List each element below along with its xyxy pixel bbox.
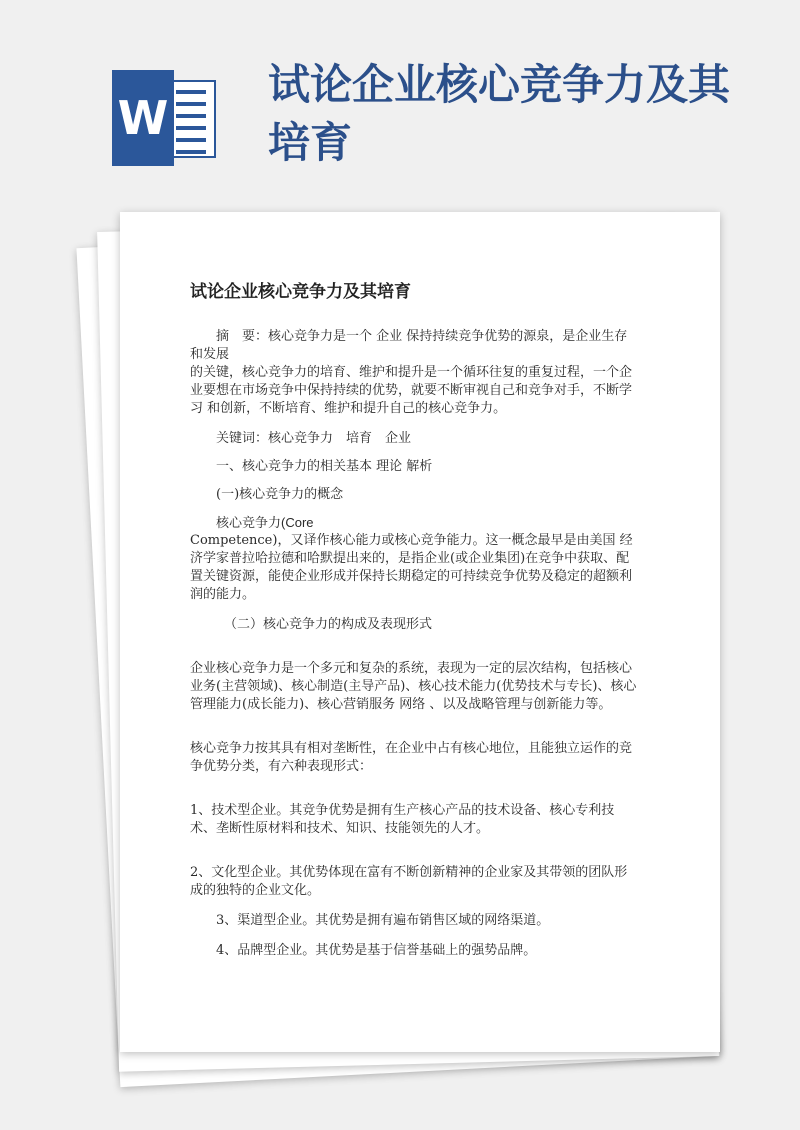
- banner-title: 试论企业核心竞争力及其培育: [268, 60, 731, 167]
- keywords: 关键词：核心竞争力 培育 企业: [216, 431, 412, 446]
- paragraph-1b: Competence)，又译作核心能力或核心竞争能力。这一概念最早是由美国 经济学家普拉哈拉德和哈默提出来的，是指企业(或企业集团)在竞争中获取、配置关键资源，能使企业形成并保持长期稳定的可持续竞争优势及稳定的超额利润的能力。: [190, 533, 633, 602]
- paragraph-2: 企业核心竞争力是一个多元和复杂的系统，表现为一定的层次结构，包括核心业务(主营领域)、核心制造(主导产品)、核心技术能力(优势技术与专长)、核心管理能力(成长能力)、核心营销服务 网络 、以及战略管理与创新能力等。: [190, 661, 637, 712]
- subsection-heading-1: (一)核心竞争力的概念: [216, 487, 344, 502]
- word-icon: [112, 70, 216, 166]
- word-icon-letter: W: [112, 70, 174, 166]
- document-title: 试论企业核心竞争力及其培育: [190, 282, 411, 302]
- subsection-heading-2: （二）核心竞争力的构成及表现形式: [224, 617, 433, 632]
- abstract-body: 的关键，核心竞争力的培育、维护和提升是一个循环往复的重复过程，一个企业要想在市场竞争中保持持续的优势，就要不断审视自己和竞争对手，不断学习 和创新，不断培育、维护和提升自己的核心竞争力。: [190, 365, 633, 416]
- paragraph-1a: 核心竞争力(Core: [216, 515, 314, 530]
- list-item-4: 4、品牌型企业。其优势是基于信誉基础上的强势品牌。: [216, 943, 537, 958]
- paragraph-3: 核心竞争力按其具有相对垄断性，在企业中占有核心地位，且能独立运作的竞争优势分类，有六种表现形式：: [190, 741, 633, 774]
- list-item-3: 3、渠道型企业。其优势是拥有遍布销售区域的网络渠道。: [216, 913, 550, 928]
- abstract-line-1: 摘 要：核心竞争力是一个 企业 保持持续竞争优势的源泉，是企业生存和发展: [190, 329, 628, 362]
- section-heading-1: 一、核心竞争力的相关基本 理论 解析: [216, 459, 433, 474]
- list-item-1: 1、技术型企业。其竞争优势是拥有生产核心产品的技术设备、核心专利技术、垄断性原材料和技术、知识、技能领先的人才。: [190, 803, 615, 836]
- list-item-2: 2、文化型企业。其优势体现在富有不断创新精神的企业家及其带领的团队形成的独特的企业文化。: [190, 865, 628, 898]
- document-content: [190, 280, 640, 960]
